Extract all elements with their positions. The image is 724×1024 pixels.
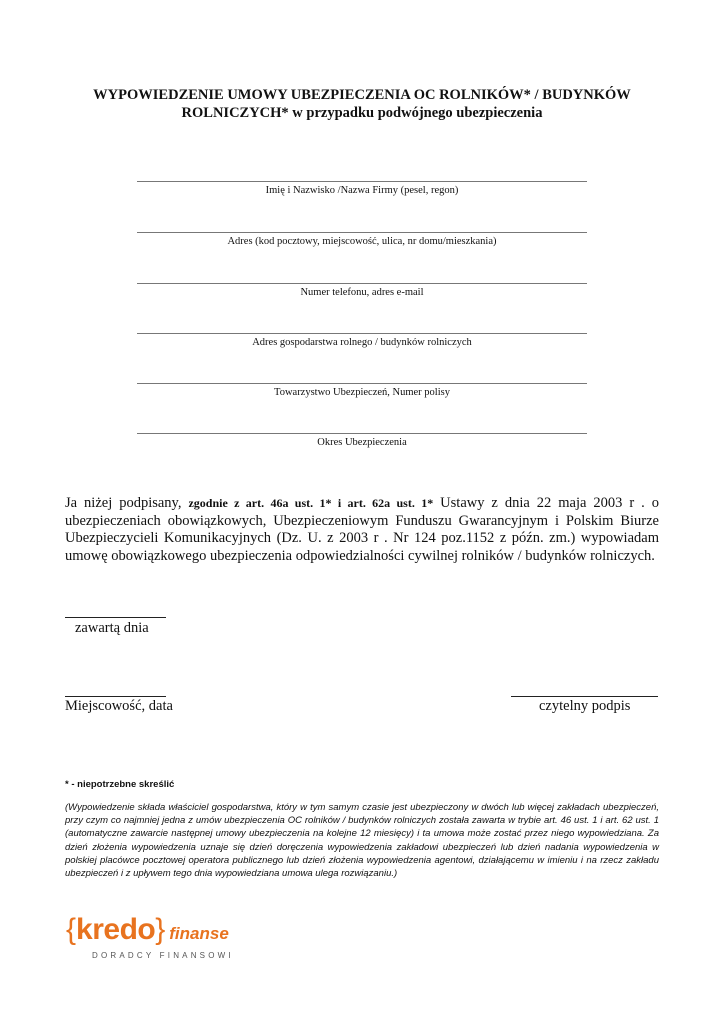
logo-word: kredo <box>76 913 156 946</box>
logo-wordmark <box>66 910 229 955</box>
logo-brace-close: } <box>155 913 166 946</box>
field-contact[interactable] <box>137 283 587 299</box>
logo-suffix: finanse <box>169 924 229 943</box>
field-caption: Adres (kod pocztowy, miejscowość, ulica, nr domu/mieszkania) <box>227 236 497 247</box>
field-caption: Numer telefonu, adres e-mail <box>300 287 424 298</box>
signature-label: czytelny podpis <box>539 698 631 714</box>
field-line <box>137 232 587 233</box>
title-line-1: WYPOWIEDZENIE UMOWY UBEZPIECZENIA OC ROLNIKÓW* / BUDYNKÓW <box>93 87 631 103</box>
field-line <box>137 181 587 182</box>
field-farm-address[interactable] <box>137 333 587 349</box>
field-insurer-policy[interactable] <box>137 383 587 399</box>
logo-tagline: DORADCY FINANSOWI <box>92 951 234 960</box>
field-address[interactable] <box>137 232 587 248</box>
field-caption: Imię i Nazwisko /Nazwa Firmy (pesel, regon) <box>265 185 459 196</box>
field-line <box>137 333 587 334</box>
concluded-date-line[interactable] <box>65 617 166 618</box>
place-date-label: Miejscowość, data <box>65 698 173 714</box>
statement-body: Ustawy z dnia 22 maja 2003 r . o ubezpieczeniach obowiązkowych, Ubezpieczeniowym Funduszu Gwarancyjnym i Polskim Biurze Ubezpieczycieli Komunikacyjnych (Dz. U. z 2003 r . Nr 124 poz.1152 z późn. zm.) wypowiadam umowę obowiązkowego ubezpieczenia odpowiedzialności cywilnej rolników / budynków rolniczych. <box>65 495 659 564</box>
field-caption: Towarzystwo Ubezpieczeń, Numer polisy <box>274 387 450 398</box>
statement-paragraph <box>65 495 659 565</box>
field-insurance-period[interactable] <box>137 433 587 449</box>
footnote-marker: * - niepotrzebne skreślić <box>65 779 175 790</box>
concluded-date-label: zawartą dnia <box>75 620 149 636</box>
place-date-line[interactable] <box>65 696 166 697</box>
field-caption: Okres Ubezpieczenia <box>317 437 407 448</box>
statement-intro: Ja niżej podpisany, <box>65 495 189 511</box>
signature-line[interactable] <box>511 696 658 697</box>
logo-brace-open: { <box>66 913 77 946</box>
kredo-finanse-logo <box>66 910 236 970</box>
field-line <box>137 383 587 384</box>
statement-legal-basis: zgodnie z art. 46a ust. 1* i art. 62a ust. 1* <box>188 496 434 510</box>
field-name[interactable] <box>137 181 587 197</box>
field-line <box>137 433 587 434</box>
document-title <box>60 86 664 122</box>
footnote-text: (Wypowiedzenie składa właściciel gospodarstwa, który w tym samym czasie jest ubezpieczony w dwóch lub więcej zakładach ubezpieczeń, przy czym co najmniej jedna z umów ubezpieczenia OC rolników / budynków rolniczych została zawarta w trybie art. 46 ust. 1 i art. 62 ust. 1 (automatyczne zawarcie następnej umowy ubezpieczenia na kolejne 12 miesięcy) i ta umowa może zostać przez niego wypowiedziana. Za dzień złożenia wypowiedzenia uznaje się dzień doręczenia wypowiedzenia zakładowi ubezpieczeń lub dzień nadania wypowiedzenia w polskiej placówce pocztowej operatora publicznego lub dzień złożenia wypowiedzenia agentowi, działającemu w imieniu i na rzecz zakładu ubezpieczeń i z upływem tego dnia wypowiedziana umowa ulega rozwiązaniu.) <box>65 802 659 880</box>
title-line-2: ROLNICZYCH* w przypadku podwójnego ubezpieczenia <box>181 105 543 121</box>
field-line <box>137 283 587 284</box>
field-caption: Adres gospodarstwa rolnego / budynków rolniczych <box>252 337 472 348</box>
